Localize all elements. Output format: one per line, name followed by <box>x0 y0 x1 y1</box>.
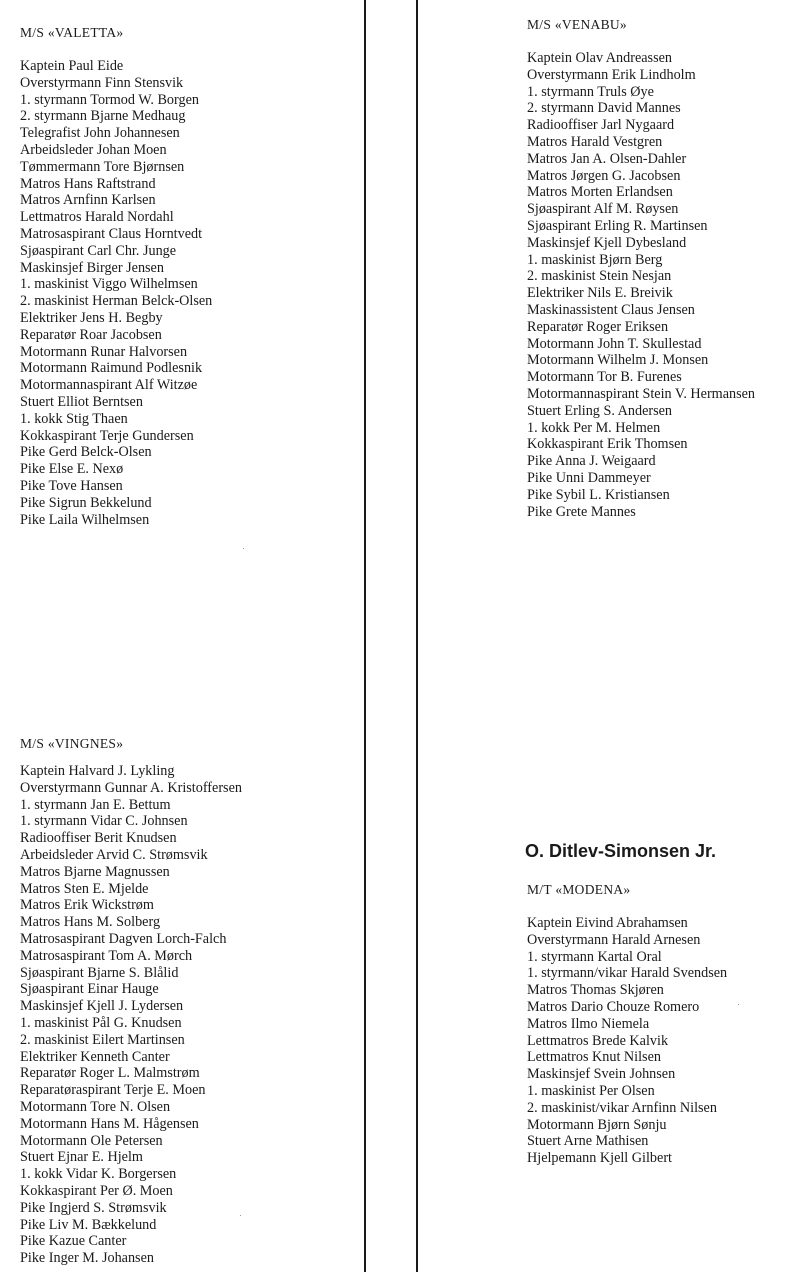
crew-member: Pike Unni Dammeyer <box>527 469 651 486</box>
crew-member: Motormann John T. Skullestad <box>527 335 702 352</box>
crew-member: Pike Else E. Nexø <box>20 461 124 478</box>
crew-member: 1. styrmann Vidar C. Johnsen <box>20 813 188 830</box>
crew-member: Reparatøraspirant Terje E. Moen <box>20 1082 206 1099</box>
scan-speck <box>738 1004 739 1005</box>
crew-member: Matros Jan A. Olsen-Dahler <box>527 150 687 167</box>
crew-member: Reparatør Roar Jacobsen <box>20 326 162 343</box>
crew-member: Sjøaspirant Carl Chr. Junge <box>20 242 177 259</box>
crew-member: Pike Anna J. Weigaard <box>527 453 656 470</box>
crew-member: Stuert Ejnar E. Hjelm <box>20 1149 143 1166</box>
crew-member: Kokkaspirant Per Ø. Moen <box>20 1182 173 1199</box>
crew-member: Motormannaspirant Alf Witzøe <box>20 377 198 394</box>
crew-member: Pike Grete Mannes <box>527 503 636 520</box>
crew-list-modena <box>527 915 727 1167</box>
crew-member: Kaptein Eivind Abrahamsen <box>527 915 688 931</box>
crew-member: Pike Ingjerd S. Strømsvik <box>20 1199 167 1216</box>
crew-member: Matros Morten Erlandsen <box>527 184 673 201</box>
crew-member: Stuert Erling S. Andersen <box>527 402 673 419</box>
crew-member: Motormann Tore N. Olsen <box>20 1098 171 1115</box>
crew-member: Motormann Raimund Podlesnik <box>20 360 203 377</box>
crew-member: 2. styrmann David Mannes <box>527 100 681 117</box>
crew-member: Sjøaspirant Einar Hauge <box>20 981 159 998</box>
crew-member: Motormann Tor B. Furenes <box>527 369 682 386</box>
crew-member: 1. maskinist Viggo Wilhelmsen <box>20 276 198 293</box>
crew-member: Arbeidsleder Arvid C. Strømsvik <box>20 846 208 863</box>
scan-speck <box>243 548 244 549</box>
scan-speck <box>240 1215 241 1216</box>
crew-member: Pike Laila Wilhelmsen <box>20 511 150 528</box>
crew-member: 2. maskinist Herman Belck-Olsen <box>20 293 213 310</box>
column-divider-right <box>416 0 418 1272</box>
crew-member: 2. maskinist Eilert Martinsen <box>20 1031 185 1048</box>
crew-member: Elektriker Nils E. Breivik <box>527 285 673 302</box>
crew-member: Pike Sybil L. Kristiansen <box>527 486 670 503</box>
crew-member: Arbeidsleder Johan Moen <box>20 141 167 158</box>
crew-member: Matros Sten E. Mjelde <box>20 880 149 897</box>
crew-member: 1. maskinist Per Olsen <box>527 1082 655 1099</box>
crew-member: 1. maskinist Pål G. Knudsen <box>20 1014 182 1031</box>
crew-member: Telegrafist John Johannesen <box>20 125 180 142</box>
crew-member: Kaptein Paul Eide <box>20 58 124 74</box>
crew-member: Matros Dario Chouze Romero <box>527 998 700 1015</box>
crew-member: Motormann Runar Halvorsen <box>20 343 188 360</box>
crew-member: Overstyrmann Gunnar A. Kristoffersen <box>20 779 242 796</box>
crew-member: Matros Hans Raftstrand <box>20 175 156 192</box>
company-heading: O. Ditlev-Simonsen Jr. <box>525 841 717 861</box>
crew-member: Matrosaspirant Tom A. Mørch <box>20 947 193 964</box>
crew-member: Maskinsjef Kjell Dybesland <box>527 234 687 251</box>
crew-member: Matros Hans M. Solberg <box>20 914 161 931</box>
crew-member: Pike Gerd Belck-Olsen <box>20 444 152 461</box>
crew-member: Lettmatros Brede Kalvik <box>527 1032 669 1049</box>
crew-member: Motormann Hans M. Hågensen <box>20 1115 199 1132</box>
crew-member: Maskinsjef Svein Johnsen <box>527 1066 676 1083</box>
crew-member: Motormann Ole Petersen <box>20 1132 163 1149</box>
crew-member: Matros Jørgen G. Jacobsen <box>527 167 681 184</box>
crew-member: Elektriker Kenneth Canter <box>20 1048 170 1065</box>
crew-member: Pike Tove Hansen <box>20 477 123 494</box>
crew-member: Maskinsjef Kjell J. Lydersen <box>20 998 184 1015</box>
crew-member: Stuert Arne Mathisen <box>527 1133 649 1150</box>
crew-member: Motormannaspirant Stein V. Hermansen <box>527 385 756 402</box>
crew-member: Kokkaspirant Erik Thomsen <box>527 436 688 453</box>
ship-block-venabu <box>527 16 755 520</box>
crew-member: Maskinassistent Claus Jensen <box>527 301 695 318</box>
crew-member: Radiooffiser Berit Knudsen <box>20 830 177 847</box>
crew-member: Stuert Elliot Berntsen <box>20 393 143 410</box>
crew-member: Lettmatros Harald Nordahl <box>20 209 174 226</box>
crew-member: 1. styrmann/vikar Harald Svendsen <box>527 965 728 982</box>
crew-list-venabu <box>527 50 755 520</box>
crew-member: 1. styrmann Tormod W. Borgen <box>20 91 199 108</box>
crew-member: 1. styrmann Kartal Oral <box>527 948 662 965</box>
crew-member: Matros Bjarne Magnussen <box>20 863 170 880</box>
crew-member: Pike Inger M. Johansen <box>20 1250 154 1267</box>
crew-member: 1. kokk Vidar K. Borgersen <box>20 1166 177 1183</box>
crew-member: 1. maskinist Bjørn Berg <box>527 251 663 268</box>
crew-member: Sjøaspirant Bjarne S. Blålid <box>20 964 179 981</box>
crew-list-vingnes <box>20 763 242 1267</box>
crew-member: Maskinsjef Birger Jensen <box>20 259 164 276</box>
ship-heading-vingnes: M/S «VINGNES» <box>20 736 124 751</box>
crew-member: Overstyrmann Erik Lindholm <box>527 66 696 83</box>
crew-member: Matrosaspirant Claus Horntvedt <box>20 225 203 242</box>
ship-block-modena <box>527 881 727 1167</box>
column-divider-left <box>364 0 366 1272</box>
crew-member: Kokkaspirant Terje Gundersen <box>20 427 194 444</box>
crew-member: Radiooffiser Jarl Nygaard <box>527 117 675 134</box>
crew-member: 1. styrmann Truls Øye <box>527 83 654 100</box>
crew-member: Tømmermann Tore Bjørnsen <box>20 158 185 175</box>
crew-member: 2. maskinist Stein Nesjan <box>527 268 672 285</box>
ship-heading-venabu: M/S «VENABU» <box>527 17 627 32</box>
crew-member: 1. styrmann Jan E. Bettum <box>20 796 171 813</box>
crew-member: Overstyrmann Finn Stensvik <box>20 74 184 91</box>
crew-member: Sjøaspirant Alf M. Røysen <box>527 201 679 218</box>
ship-heading-valetta: M/S «VALETTA» <box>20 25 124 40</box>
crew-member: Matros Ilmo Niemela <box>527 1015 650 1032</box>
crew-member: 1. kokk Stig Thaen <box>20 410 128 427</box>
crew-member: 1. kokk Per M. Helmen <box>527 419 661 436</box>
crew-member: Kaptein Olav Andreassen <box>527 50 672 66</box>
crew-list-valetta <box>20 58 212 528</box>
crew-member: Lettmatros Knut Nilsen <box>527 1049 661 1066</box>
crew-member: Pike Liv M. Bækkelund <box>20 1216 157 1233</box>
crew-member: Pike Sigrun Bekkelund <box>20 494 152 511</box>
crew-member: Reparatør Roger L. Malmstrøm <box>20 1065 200 1082</box>
crew-member: Matros Thomas Skjøren <box>527 982 664 999</box>
crew-member: Matros Harald Vestgren <box>527 133 663 150</box>
crew-member: Pike Kazue Canter <box>20 1233 127 1250</box>
crew-member: 2. maskinist/vikar Arnfinn Nilsen <box>527 1099 717 1116</box>
crew-member: 2. styrmann Bjarne Medhaug <box>20 108 186 125</box>
crew-member: Motormann Bjørn Sønju <box>527 1116 667 1133</box>
crew-member: Kaptein Halvard J. Lykling <box>20 763 175 779</box>
crew-member: Matros Erik Wickstrøm <box>20 897 154 914</box>
crew-member: Hjelpemann Kjell Gilbert <box>527 1150 672 1167</box>
ship-block-valetta <box>20 24 212 528</box>
ship-heading-modena: M/T «MODENA» <box>527 882 631 897</box>
crew-member: Elektriker Jens H. Begby <box>20 309 163 326</box>
crew-member: Matros Arnfinn Karlsen <box>20 192 156 209</box>
ship-block-vingnes <box>20 735 242 1267</box>
crew-member: Reparatør Roger Eriksen <box>527 318 669 335</box>
crew-member: Sjøaspirant Erling R. Martinsen <box>527 217 708 234</box>
crew-member: Overstyrmann Harald Arnesen <box>527 931 701 948</box>
crew-member: Motormann Wilhelm J. Monsen <box>527 352 709 369</box>
crew-member: Matrosaspirant Dagven Lorch-Falch <box>20 930 227 947</box>
